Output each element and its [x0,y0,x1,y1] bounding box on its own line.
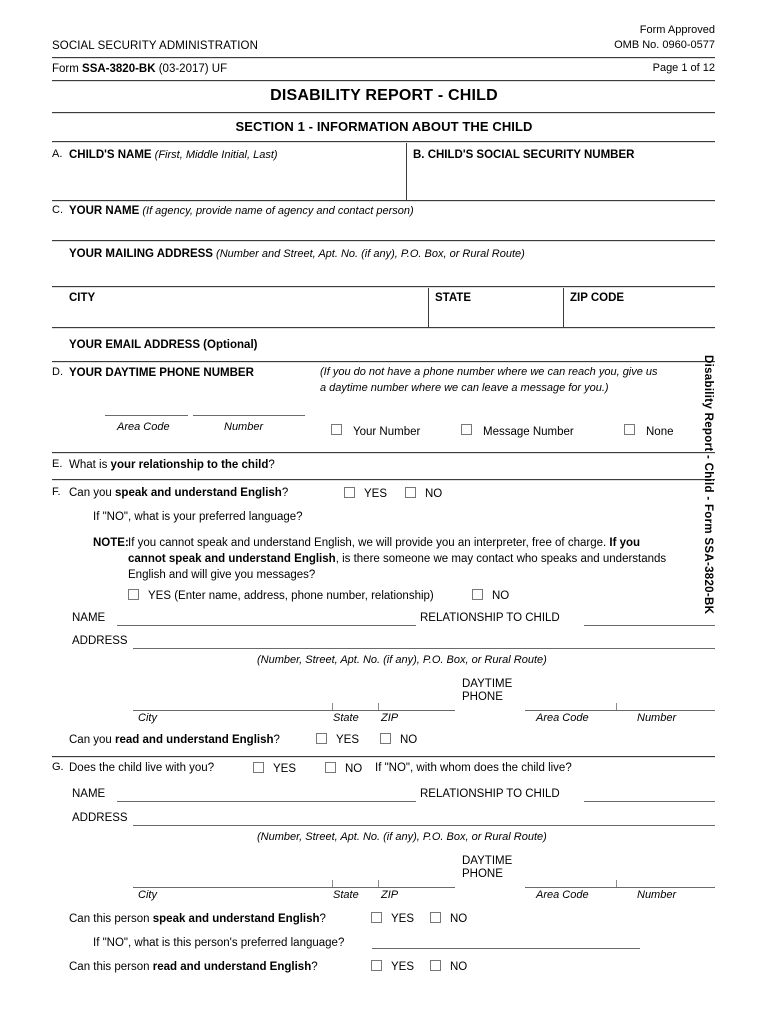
label-g-read-yes: YES [391,961,415,973]
email-label: YOUR EMAIL ADDRESS (Optional) [69,339,258,351]
f-read-text-2: ? [273,734,280,746]
sidebar-form-label: Disability Report - Child - Form SSA-3820-BK [702,355,714,615]
rule-after-f [52,756,715,757]
g-preferred-language-line[interactable] [372,948,640,949]
item-a-letter: A. [52,148,63,160]
item-e-letter: E. [52,458,63,470]
g-relationship-line[interactable] [584,801,715,802]
item-e-text-bold: your relationship to the child [110,459,269,471]
g-number-caption: Number [637,889,677,901]
g-name-label: NAME [72,788,106,800]
checkbox-f-speak-yes[interactable] [344,487,355,498]
f-read-text-1: Can you [69,734,116,746]
g-city-caption: City [138,889,157,901]
f-state-zip-tick [378,703,379,710]
checkbox-g-speak-no[interactable] [430,912,441,923]
rule-after-email [52,361,715,362]
name-ssn-divider [406,143,407,200]
f-read-question [69,733,280,747]
g-areacode-caption: Area Code [536,889,589,901]
item-c-letter: C. [52,204,63,216]
g-address-label: ADDRESS [72,812,128,824]
f-address-label: ADDRESS [72,635,128,647]
g-relationship-label: RELATIONSHIP TO CHILD [420,788,560,800]
f-phone-line[interactable] [525,710,715,711]
checkbox-g-read-yes[interactable] [371,960,382,971]
item-e-text-1: What is [69,459,111,471]
g-state-caption: State [333,889,359,901]
checkbox-note-yes[interactable] [128,589,139,600]
zip-label: ZIP CODE [570,292,625,304]
checkbox-f-read-no[interactable] [380,733,391,744]
item-a-label-group [69,148,278,163]
item-d-letter: D. [52,366,63,378]
g-speak-text-2: ? [319,913,326,925]
rule-after-c [52,240,715,241]
daytime-phone-label: YOUR DAYTIME PHONE NUMBER [69,367,254,379]
checkbox-g-live-yes[interactable] [253,762,264,773]
childs-name-hint: (First, Middle Initial, Last) [154,149,278,161]
label-f-speak-no: NO [425,488,443,500]
item-f-question [69,486,288,500]
g-city-state-tick [332,880,333,887]
form-suffix: (03-2017) UF [155,63,228,75]
f-name-line[interactable] [117,625,416,626]
g-daytime-word: DAYTIME [462,855,513,867]
item-c-label-group [69,204,414,219]
agency-name: SOCIAL SECURITY ADMINISTRATION [52,40,258,52]
g-phone-word: PHONE [462,868,503,880]
f-areacode-number-tick [616,703,617,710]
g-areacode-number-tick [616,880,617,887]
label-f-speak-yes: YES [364,488,388,500]
g-city-state-zip-line[interactable] [133,887,455,888]
rule-after-e [52,479,715,480]
f-read-text-bold: read and understand English [115,734,274,746]
g-phone-line[interactable] [525,887,715,888]
g-read-text-1: Can this person [69,961,153,973]
f-city-caption: City [138,712,157,724]
form-number: SSA-3820-BK [82,63,156,75]
label-g-live-yes: YES [273,763,297,775]
childs-name-label: CHILD'S NAME [69,149,152,161]
form-number-line [52,62,227,76]
omb-number: OMB No. 0960-0577 [614,39,715,51]
label-g-live-no: NO [345,763,363,775]
checkbox-message-number[interactable] [461,424,472,435]
f-relationship-line[interactable] [584,625,715,626]
label-note-no: NO [492,590,510,602]
state-label: STATE [435,292,471,304]
checkbox-g-speak-yes[interactable] [371,912,382,923]
rule-after-d [52,452,715,453]
title-rule [52,112,715,113]
label-g-speak-no: NO [450,913,468,925]
rule-after-city [52,327,715,328]
daytime-phone-hint-line1: (If you do not have a phone number where we can reach you, give us [320,366,658,378]
f-city-state-zip-line[interactable] [133,710,455,711]
checkbox-f-read-yes[interactable] [316,733,327,744]
checkbox-none[interactable] [624,424,635,435]
page-title: DISABILITY REPORT - CHILD [270,87,498,104]
item-e-question [69,458,275,472]
f-zip-caption: ZIP [381,712,399,724]
checkbox-g-read-no[interactable] [430,960,441,971]
number-caption: Number [224,421,264,433]
note-line-2 [128,552,666,566]
item-f-text-bold: speak and understand English [115,487,282,499]
label-f-read-yes: YES [336,734,360,746]
g-zip-caption: ZIP [381,889,399,901]
f-areacode-caption: Area Code [536,712,589,724]
item-f-text-2: ? [281,487,289,499]
label-note-yes: YES (Enter name, address, phone number, relationship) [148,590,434,602]
g-speak-text-1: Can this person [69,913,153,925]
checkbox-note-no[interactable] [472,589,483,600]
note-label: NOTE: [93,537,129,549]
checkbox-f-speak-no[interactable] [405,487,416,498]
label-f-read-no: NO [400,734,418,746]
f-name-label: NAME [72,612,106,624]
city-label: CITY [69,292,96,304]
form-prefix: Form [52,63,83,75]
g-address-hint: (Number, Street, Apt. No. (if any), P.O. Box, or Rural Route) [257,831,547,843]
g-speak-question [69,912,326,926]
item-e-text-2: ? [268,459,275,471]
daytime-phone-hint-line2: a daytime number where we can leave a message for you.) [320,382,609,394]
f-state-caption: State [333,712,359,724]
note-line-1 [128,536,640,550]
item-g-letter: G. [52,761,64,773]
form-approved-label: Form Approved [639,24,715,36]
g-address-line[interactable] [133,825,715,826]
section-title: SECTION 1 - INFORMATION ABOUT THE CHILD [235,119,533,134]
mailing-address-label: YOUR MAILING ADDRESS [69,248,213,260]
your-name-label: YOUR NAME [69,205,140,217]
g-read-question [69,960,318,974]
checkbox-your-number[interactable] [331,424,342,435]
mailing-address-group [69,247,525,262]
header-rule-2 [52,80,715,81]
f-daytime-word: DAYTIME [462,678,513,690]
label-g-read-no: NO [450,961,468,973]
childs-ssn-label: B. CHILD'S SOCIAL SECURITY NUMBER [413,149,635,161]
item-g-question: Does the child live with you? [69,762,215,774]
f-address-line[interactable] [133,648,715,649]
g-state-zip-tick [378,880,379,887]
g-speak-text-bold: speak and understand English [152,913,320,925]
f-phone-word: PHONE [462,691,503,703]
item-f-letter: F. [52,486,61,498]
note-line-1a: If you cannot speak and understand English, we will provide you an interpreter, free of charge. [128,537,610,549]
g-read-text-bold: read and understand English [152,961,312,973]
page-indicator: Page 1 of 12 [652,62,715,74]
your-name-hint: (If agency, provide name of agency and contact person) [142,205,414,217]
note-line-1b: If you [609,537,641,549]
label-none: None [646,426,674,438]
f-number-caption: Number [637,712,677,724]
g-read-text-2: ? [311,961,318,973]
item-f-text-1: Can you [69,487,116,499]
note-line-3: English and will give you messages? [128,569,316,581]
city-state-divider [428,288,429,327]
item-f-if-no: If "NO", what is your preferred language? [93,511,303,523]
f-city-state-tick [332,703,333,710]
g-if-no-language: If "NO", what is this person's preferred language? [93,937,345,949]
state-zip-divider [563,288,564,327]
label-message-number: Message Number [483,426,574,438]
label-g-speak-yes: YES [391,913,415,925]
f-relationship-label: RELATIONSHIP TO CHILD [420,612,560,624]
number-line[interactable] [193,415,305,416]
rule-before-city [52,286,715,287]
section-rule [52,141,715,142]
note-line-2b: , is there someone we may contact who speaks and understands [335,553,667,565]
area-code-line[interactable] [105,415,188,416]
checkbox-g-live-no[interactable] [325,762,336,773]
g-name-line[interactable] [117,801,416,802]
label-your-number: Your Number [353,426,421,438]
area-code-caption: Area Code [117,421,170,433]
note-line-2a: cannot speak and understand English [128,553,336,565]
mailing-address-hint: (Number and Street, Apt. No. (if any), P.O. Box, or Rural Route) [216,248,525,260]
header-rule-1 [52,57,715,58]
rule-after-ab [52,200,715,201]
f-address-hint: (Number, Street, Apt. No. (if any), P.O. Box, or Rural Route) [257,654,547,666]
item-g-if-no: If "NO", with whom does the child live? [375,762,572,774]
